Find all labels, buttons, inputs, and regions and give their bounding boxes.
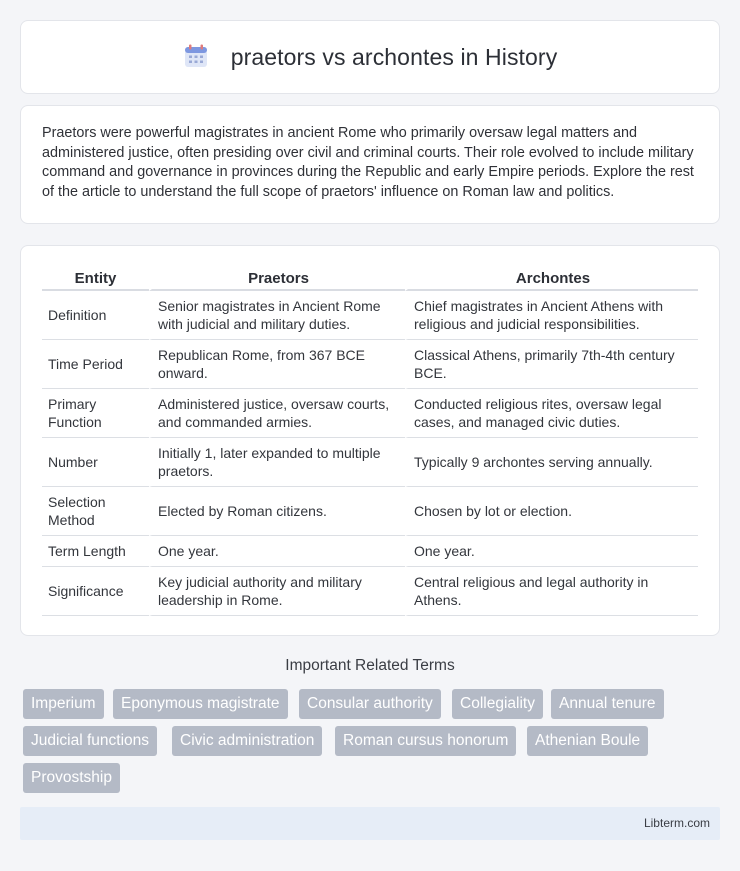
- comparison-table: [42, 264, 698, 616]
- header-praetors: Praetors: [149, 264, 405, 291]
- row-entity: Significance: [42, 567, 149, 616]
- intro-text: Praetors were powerful magistrates in ancient Rome who primarily oversaw legal matters and administered justice, often presiding over civil and criminal courts. Their role evolved to include military command and governance in provinces during the Republic and early Empire periods. Explore the rest of the article to understand the full scope of praetors' influence on Roman law and politics.: [42, 125, 694, 200]
- tag-consular-authority[interactable]: Consular authority: [299, 689, 441, 719]
- row-entity: Definition: [42, 291, 149, 340]
- tag-judicial-functions[interactable]: Judicial functions: [23, 726, 157, 756]
- table-row: [42, 536, 698, 567]
- row-praetors: Senior magistrates in Ancient Rome with judicial and military duties.: [149, 291, 405, 340]
- row-praetors: Initially 1, later expanded to multiple praetors.: [149, 438, 405, 487]
- tag-eponymous-magistrate[interactable]: Eponymous magistrate: [113, 689, 288, 719]
- footer: [20, 807, 720, 840]
- row-archontes: Chief magistrates in Ancient Athens with religious and judicial responsibilities.: [405, 291, 698, 340]
- row-praetors: Key judicial authority and military leadership in Rome.: [149, 567, 405, 616]
- intro-card: [20, 105, 720, 224]
- row-praetors: Administered justice, oversaw courts, and commanded armies.: [149, 389, 405, 438]
- row-praetors: Elected by Roman citizens.: [149, 487, 405, 536]
- table-row: [42, 389, 698, 438]
- calendar-icon: [183, 43, 209, 69]
- tag-annual-tenure[interactable]: Annual tenure: [551, 689, 664, 719]
- table-row: [42, 340, 698, 389]
- header-archontes: Archontes: [405, 264, 698, 291]
- footer-site-link[interactable]: Libterm.com: [643, 816, 710, 830]
- row-archontes: Chosen by lot or election.: [405, 487, 698, 536]
- row-archontes: Central religious and legal authority in Athens.: [405, 567, 698, 616]
- header-entity: Entity: [42, 264, 149, 291]
- tag-civic-administration[interactable]: Civic administration: [172, 726, 322, 756]
- table-row: [42, 487, 698, 536]
- tag-imperium[interactable]: Imperium: [23, 689, 104, 719]
- comparison-card: [20, 245, 720, 636]
- row-archontes: One year.: [405, 536, 698, 567]
- title-card: [20, 20, 720, 94]
- table-row: [42, 291, 698, 340]
- tag-roman-cursus-honorum[interactable]: Roman cursus honorum: [335, 726, 516, 756]
- tag-collegiality[interactable]: Collegiality: [452, 689, 543, 719]
- row-entity: Term Length: [42, 536, 149, 567]
- related-terms-title: Important Related Terms: [285, 657, 455, 674]
- row-entity: Primary Function: [42, 389, 149, 438]
- row-entity: Time Period: [42, 340, 149, 389]
- row-archontes: Typically 9 archontes serving annually.: [405, 438, 698, 487]
- row-entity: Number: [42, 438, 149, 487]
- page-title: praetors vs archontes in History: [230, 43, 558, 70]
- table-row: [42, 567, 698, 616]
- row-archontes: Conducted religious rites, oversaw legal cases, and managed civic duties.: [405, 389, 698, 438]
- row-archontes: Classical Athens, primarily 7th-4th century BCE.: [405, 340, 698, 389]
- tag-athenian-boule[interactable]: Athenian Boule: [527, 726, 648, 756]
- row-praetors: One year.: [149, 536, 405, 567]
- row-praetors: Republican Rome, from 367 BCE onward.: [149, 340, 405, 389]
- tag-provostship[interactable]: Provostship: [23, 763, 120, 793]
- row-entity: Selection Method: [42, 487, 149, 536]
- table-row: [42, 438, 698, 487]
